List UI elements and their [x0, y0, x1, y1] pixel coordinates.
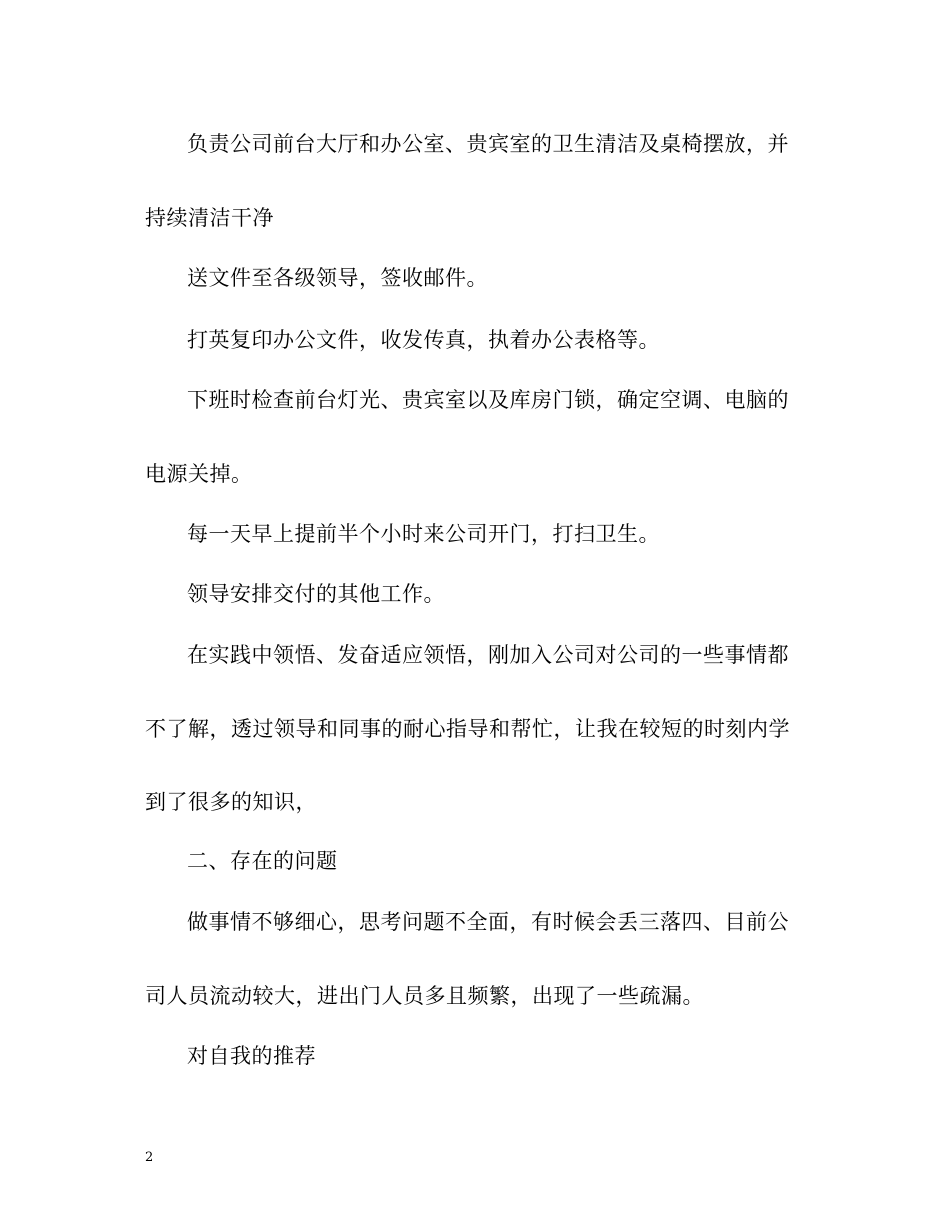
paragraph-line: 对自我的推荐 — [187, 1044, 316, 1068]
paragraph-line: 领导安排交付的其他工作。 — [187, 582, 445, 606]
paragraph-line: 下班时检查前台灯光、贵宾室以及库房门锁，确定空调、电脑的 — [187, 388, 789, 412]
paragraph-line: 不了解，透过领导和同事的耐心指导和帮忙，让我在较短的时刻内学 — [145, 717, 790, 741]
page-number: 2 — [145, 1150, 154, 1165]
paragraph-line: 在实践中领悟、发奋适应领悟，刚加入公司对公司的一些事情都 — [187, 643, 789, 667]
paragraph-line: 持续清洁干净 — [145, 206, 274, 230]
paragraph-line: 司人员流动较大，进出门人员多且频繁，出现了一些疏漏。 — [145, 984, 704, 1008]
paragraph-line: 打英复印办公文件，收发传真，执着办公表格等。 — [187, 328, 660, 352]
paragraph-line: 电源关掉。 — [145, 462, 253, 486]
paragraph-line: 到了很多的知识， — [145, 790, 317, 814]
paragraph-line: 送文件至各级领导，签收邮件。 — [187, 266, 488, 290]
paragraph-line: 每一天早上提前半个小时来公司开门，打扫卫生。 — [187, 522, 660, 546]
section-heading: 二、存在的问题 — [187, 849, 338, 873]
paragraph-line: 做事情不够细心，思考问题不全面，有时候会丢三落四、目前公 — [187, 910, 789, 934]
paragraph-line: 负责公司前台大厅和办公室、贵宾室的卫生清洁及桌椅摆放，并 — [187, 132, 789, 156]
